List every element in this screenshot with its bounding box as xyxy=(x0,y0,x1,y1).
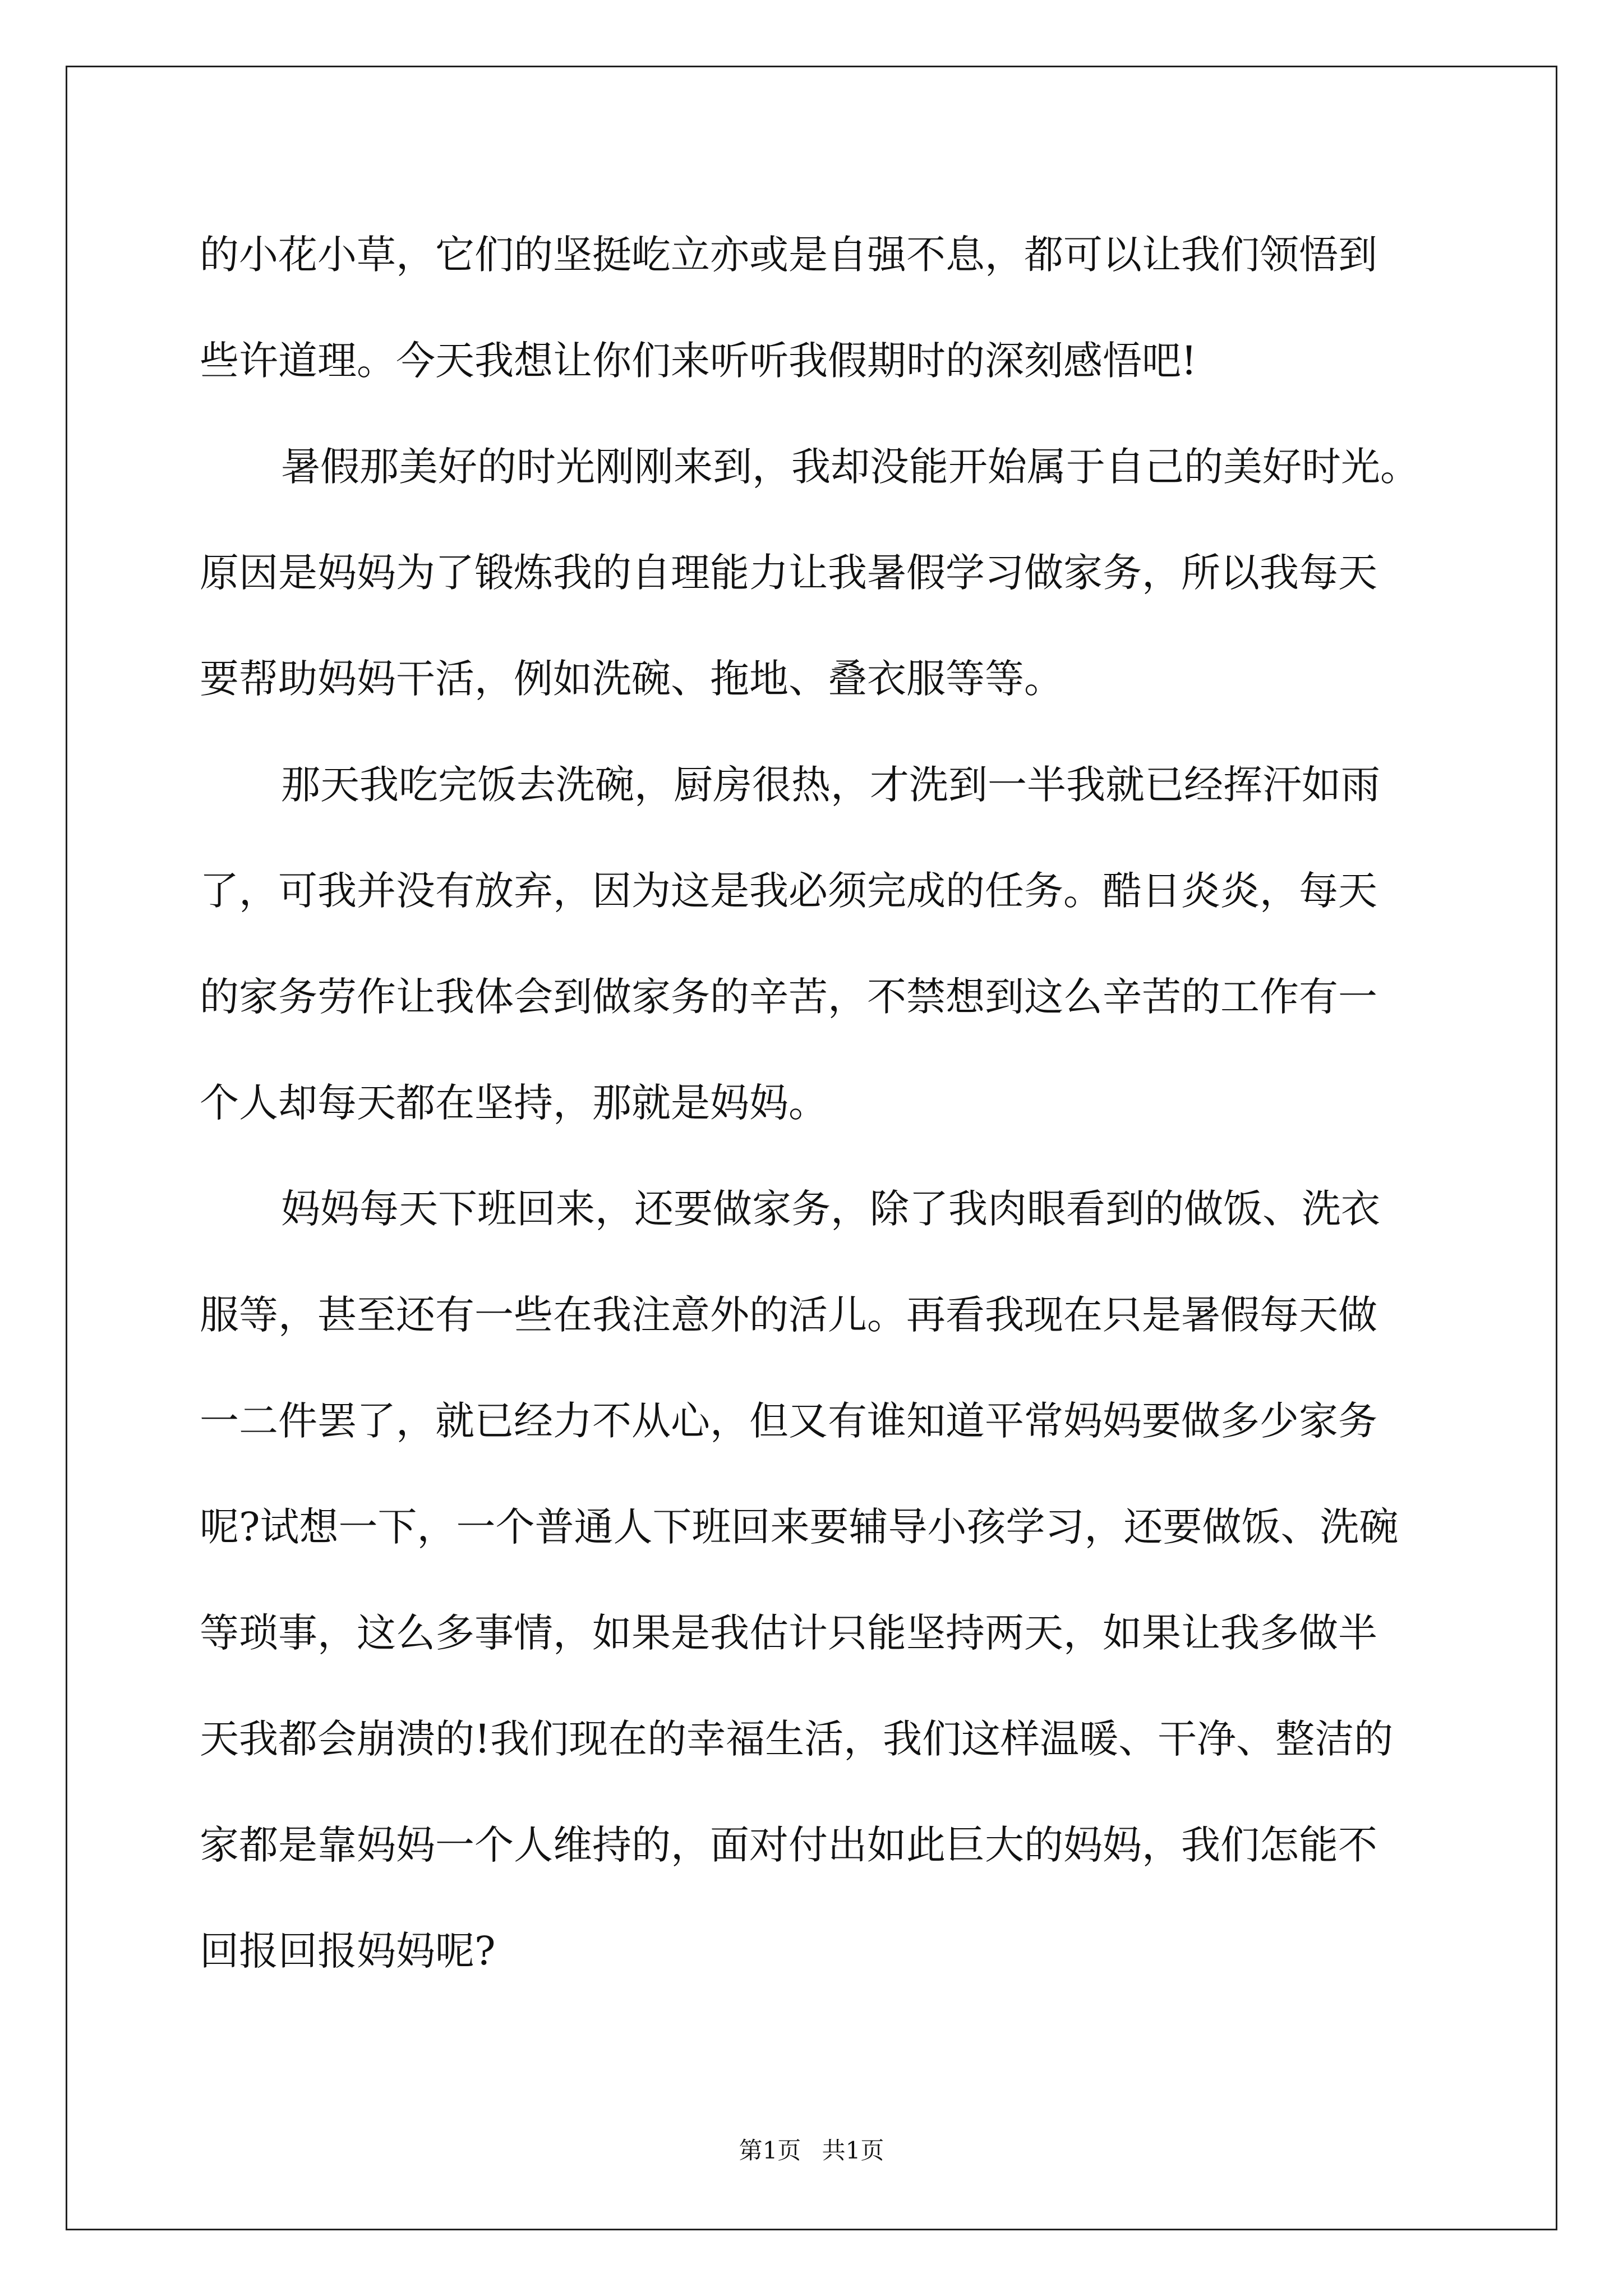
text-line: 家都是靠妈妈一个人维持的，面对付出如此巨大的妈妈，我们怎能不 xyxy=(200,1822,1377,1868)
text-line: 暑假那美好的时光刚刚来到，我却没能开始属于自己的美好时光。 xyxy=(281,444,1419,490)
text-line: 服等，甚至还有一些在我注意外的活儿。再看我现在只是暑假每天做 xyxy=(200,1292,1377,1338)
page-footer xyxy=(0,2137,1623,2165)
text-line: 的小花小草，它们的坚挺屹立亦或是自强不息，都可以让我们领悟到 xyxy=(200,232,1377,278)
text-line: 天我都会崩溃的!我们现在的幸福生活，我们这样温暖、干净、整洁的 xyxy=(200,1716,1394,1762)
text-line: 个人却每天都在坚持，那就是妈妈。 xyxy=(200,1080,828,1126)
paragraph-3 xyxy=(200,732,1433,1156)
text-line: 些许道理。今天我想让你们来听听我假期时的深刻感悟吧! xyxy=(200,338,1197,384)
paragraph-1 xyxy=(200,202,1433,414)
page-number: 第1页 xyxy=(739,2137,801,2164)
document-body xyxy=(200,202,1433,2004)
text-line: 要帮助妈妈干活，例如洗碗、拖地、叠衣服等等。 xyxy=(200,656,1063,702)
text-line: 的家务劳作让我体会到做家务的辛苦，不禁想到这么辛苦的工作有一 xyxy=(200,974,1377,1020)
text-line: 一二件罢了，就已经力不从心，但又有谁知道平常妈妈要做多少家务 xyxy=(200,1398,1377,1444)
text-line: 回报回报妈妈呢? xyxy=(200,1928,496,1974)
paragraph-2 xyxy=(200,414,1433,732)
text-line: 那天我吃完饭去洗碗，厨房很热，才洗到一半我就已经挥汗如雨 xyxy=(281,762,1380,808)
text-line: 原因是妈妈为了锻炼我的自理能力让我暑假学习做家务，所以我每天 xyxy=(200,550,1377,596)
text-line: 妈妈每天下班回来，还要做家务，除了我肉眼看到的做饭、洗衣 xyxy=(281,1186,1380,1232)
page-total: 共1页 xyxy=(822,2137,884,2164)
text-line: 了，可我并没有放弃，因为这是我必须完成的任务。酷日炎炎，每天 xyxy=(200,868,1377,914)
paragraph-4 xyxy=(200,1156,1433,2004)
text-line: 呢?试想一下，一个普通人下班回来要辅导小孩学习，还要做饭、洗碗 xyxy=(200,1504,1399,1550)
text-line: 等琐事，这么多事情，如果是我估计只能坚持两天，如果让我多做半 xyxy=(200,1610,1377,1656)
